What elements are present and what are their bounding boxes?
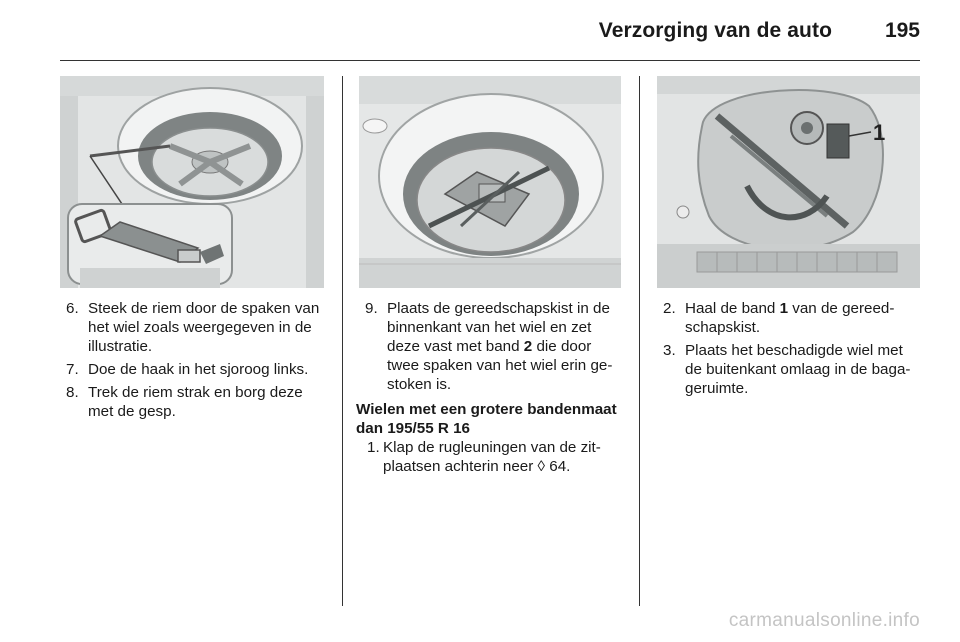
reference-arrow-icon[interactable]: ◊ bbox=[537, 458, 546, 475]
step-text: Plaats het beschadigde wiel met de buitenkant omlaag in de baga-geruimte. bbox=[685, 342, 911, 397]
step-text: Klap de rugleuningen van de zit-plaatsen achterin neer bbox=[383, 439, 601, 475]
illustration-strap-through-wheel bbox=[60, 76, 324, 288]
step-number: 2. bbox=[663, 300, 676, 317]
step-1 bbox=[359, 438, 623, 476]
column-divider-2 bbox=[639, 76, 640, 606]
illustration-toolbox-in-wheel bbox=[359, 76, 621, 288]
step-2 bbox=[657, 299, 923, 337]
step-3 bbox=[657, 341, 923, 398]
band-reference: 2 bbox=[523, 338, 533, 355]
header-rule bbox=[60, 60, 920, 61]
step-number: 1. bbox=[367, 439, 380, 456]
step-6 bbox=[60, 299, 326, 356]
page-header-title: Verzorging van de auto bbox=[598, 19, 832, 42]
footer-watermark: carmanualsonline.info bbox=[728, 610, 920, 631]
step-number: 8. bbox=[66, 384, 79, 401]
step-text: Trek de riem strak en borg deze met de gesp. bbox=[88, 384, 303, 420]
step-number: 3. bbox=[663, 342, 676, 359]
page-number: 195 bbox=[884, 19, 920, 42]
column-divider-1 bbox=[342, 76, 343, 606]
step-text: Steek de riem door de spaken van het wiel zoals weergegeven in de illustratie. bbox=[88, 300, 320, 355]
step-number: 7. bbox=[66, 361, 79, 378]
step-number: 9. bbox=[365, 300, 378, 317]
section-subheading: Wielen met een grotere bandenmaat dan 195/55 R 16 bbox=[356, 401, 617, 437]
step-8 bbox=[60, 383, 326, 421]
step-text: van de gereed-schapskist. bbox=[685, 300, 895, 336]
step-text: Plaats de gereedschapskist in de binnenkant van het wiel en zet deze vast met band bbox=[387, 300, 610, 355]
illustration-toolkit-band bbox=[657, 76, 920, 288]
step-text: die door twee spaken van het wiel erin ge-stoken is. bbox=[387, 338, 613, 393]
step-7 bbox=[60, 360, 326, 379]
callout-label-1: 1 bbox=[873, 120, 886, 145]
column-2-text bbox=[356, 299, 623, 480]
step-9 bbox=[359, 299, 623, 394]
step-text: Haal de band bbox=[685, 300, 780, 317]
column-1-text bbox=[60, 299, 326, 425]
band-reference: 1 bbox=[779, 300, 789, 317]
step-number: 6. bbox=[66, 300, 79, 317]
step-text: Doe de haak in het sjoroog links. bbox=[88, 361, 309, 378]
column-3-text bbox=[657, 299, 923, 402]
reference-page[interactable]: 64. bbox=[545, 458, 571, 475]
